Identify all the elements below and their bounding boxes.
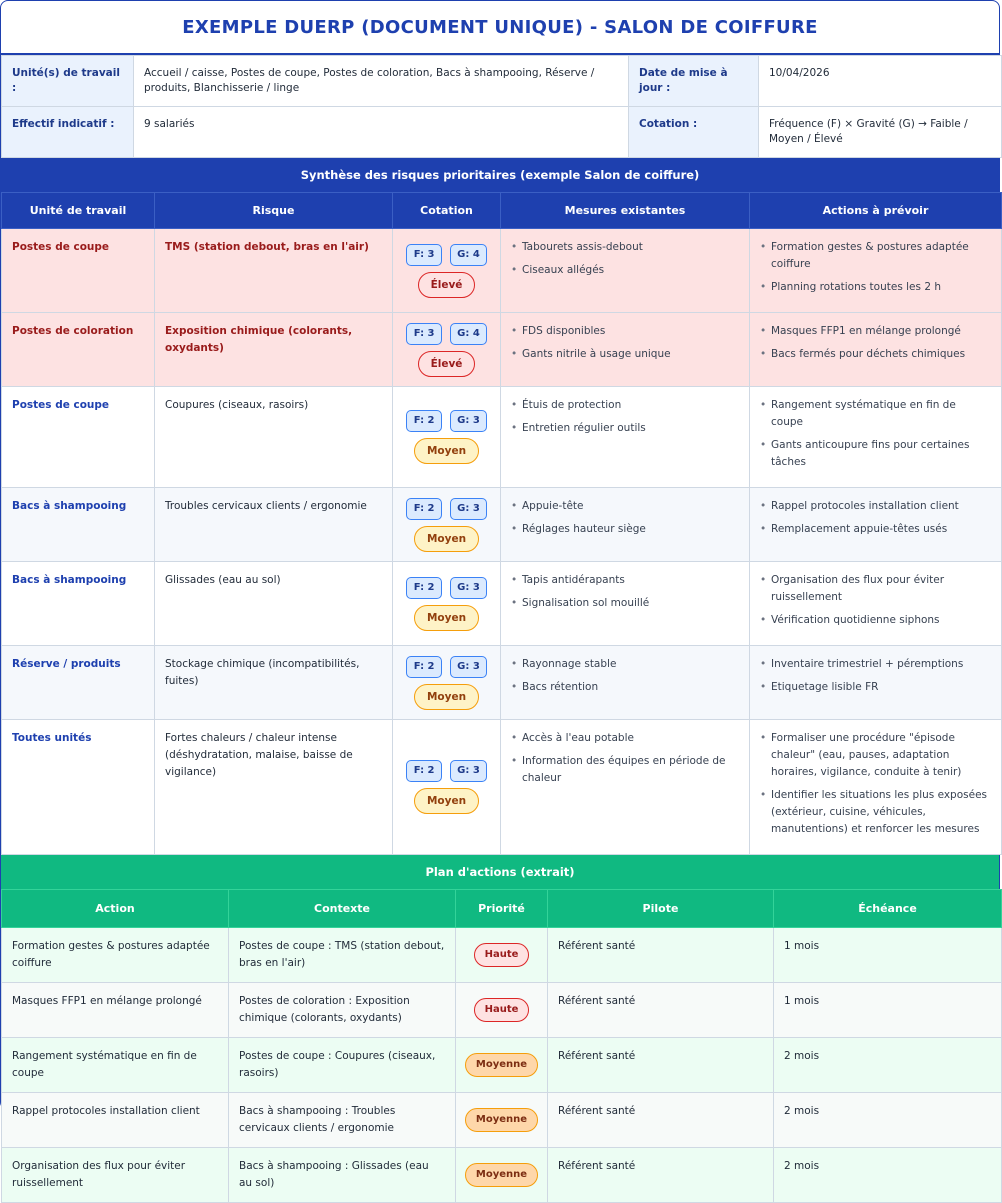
- plan-row: [2, 1038, 1002, 1093]
- risk-actions: [750, 562, 1002, 646]
- priority-badge: Moyenne: [465, 1108, 538, 1132]
- action-item: • Gants anticoupure fins pour certaines tâches: [760, 437, 991, 471]
- gravity-chip: G: 3: [450, 498, 487, 520]
- risk-row: [2, 313, 1002, 387]
- plan-pilote: Référent santé: [548, 1148, 774, 1203]
- risk-actions: [750, 229, 1002, 313]
- plan-contexte: Bacs à shampooing : Glissades (eau au sol): [229, 1148, 456, 1203]
- plan-echeance: 1 mois: [774, 928, 1002, 983]
- mesure-item: • Accès à l'eau potable: [511, 730, 739, 747]
- risk-level-badge: Élevé: [418, 272, 476, 298]
- plan-row: [2, 1148, 1002, 1203]
- risk-row: [2, 720, 1002, 855]
- plan-priorite: [456, 1148, 548, 1203]
- priority-badge: Haute: [474, 998, 530, 1022]
- risk-actions: [750, 313, 1002, 387]
- gravity-chip: G: 4: [450, 244, 487, 266]
- cotation-label: Cotation :: [629, 107, 759, 158]
- risk-row: [2, 646, 1002, 720]
- risk-unit: Toutes unités: [2, 720, 155, 855]
- risk-mesures: [501, 313, 750, 387]
- risk-mesures: [501, 387, 750, 488]
- action-item: • Organisation des flux pour éviter ruissellement: [760, 572, 991, 606]
- plan-contexte: Postes de coupe : TMS (station debout, bras en l'air): [229, 928, 456, 983]
- action-item: • Rangement systématique en fin de coupe: [760, 397, 991, 431]
- mesure-item: • Gants nitrile à usage unique: [511, 346, 739, 363]
- risk-mesures: [501, 646, 750, 720]
- action-item: • Bacs fermés pour déchets chimiques: [760, 346, 991, 363]
- effectif-label: Effectif indicatif :: [2, 107, 134, 158]
- risk-mesures: [501, 229, 750, 313]
- frequency-chip: F: 3: [406, 323, 442, 345]
- risk-cotation: [393, 562, 501, 646]
- gravity-chip: G: 4: [450, 323, 487, 345]
- risk-description: Stockage chimique (incompatibilités, fuites): [155, 646, 393, 720]
- units-value: Accueil / caisse, Postes de coupe, Postes de coloration, Bacs à shampooing, Réserve / produits, Blanchisserie / linge: [134, 56, 629, 107]
- risk-description: Fortes chaleurs / chaleur intense (déshydratation, malaise, baisse de vigilance): [155, 720, 393, 855]
- gravity-chip: G: 3: [450, 760, 487, 782]
- risk-actions: [750, 646, 1002, 720]
- plan-pilote: Référent santé: [548, 928, 774, 983]
- plan-row: [2, 1093, 1002, 1148]
- priority-badge: Moyenne: [465, 1053, 538, 1077]
- risk-cotation: [393, 488, 501, 562]
- action-item: • Remplacement appuie-têtes usés: [760, 521, 991, 538]
- risk-description: Glissades (eau au sol): [155, 562, 393, 646]
- risk-level-badge: Élevé: [418, 351, 476, 377]
- mesure-item: • Réglages hauteur siège: [511, 521, 739, 538]
- mesure-item: • Bacs rétention: [511, 679, 739, 696]
- action-item: • Planning rotations toutes les 2 h: [760, 279, 991, 296]
- risk-unit: Postes de coupe: [2, 387, 155, 488]
- plan-action: Formation gestes & postures adaptée coiffure: [2, 928, 229, 983]
- plan-echeance: 1 mois: [774, 983, 1002, 1038]
- plan-pilote: Référent santé: [548, 983, 774, 1038]
- risk-actions: [750, 488, 1002, 562]
- risk-description: Troubles cervicaux clients / ergonomie: [155, 488, 393, 562]
- plan-pilote: Référent santé: [548, 1093, 774, 1148]
- plan-header-action: Action: [2, 890, 229, 928]
- risk-header-cotation: Cotation: [393, 193, 501, 229]
- plan-contexte: Postes de coupe : Coupures (ciseaux, rasoirs): [229, 1038, 456, 1093]
- risk-row: [2, 229, 1002, 313]
- risk-actions: [750, 720, 1002, 855]
- risk-cotation: [393, 646, 501, 720]
- risk-cotation: [393, 229, 501, 313]
- risk-mesures: [501, 488, 750, 562]
- plan-echeance: 2 mois: [774, 1093, 1002, 1148]
- risk-level-badge: Moyen: [414, 438, 479, 464]
- plan-contexte: Postes de coloration : Exposition chimique (colorants, oxydants): [229, 983, 456, 1038]
- plan-title: Plan d'actions (extrait): [425, 865, 575, 879]
- risk-row: [2, 562, 1002, 646]
- mesure-item: • Rayonnage stable: [511, 656, 739, 673]
- action-item: • Identifier les situations les plus exposées (extérieur, cuisine, véhicules, manutentions) et renforcer les mesures: [760, 787, 991, 838]
- mesure-item: • Entretien régulier outils: [511, 420, 739, 437]
- risk-cotation: [393, 720, 501, 855]
- risk-unit: Postes de coloration: [2, 313, 155, 387]
- date-label: Date de mise à jour :: [629, 56, 759, 107]
- risk-header-mesures: Mesures existantes: [501, 193, 750, 229]
- plan-header-echeance: Échéance: [774, 890, 1002, 928]
- risk-level-badge: Moyen: [414, 526, 479, 552]
- risk-level-badge: Moyen: [414, 605, 479, 631]
- risk-header-actions: Actions à prévoir: [750, 193, 1002, 229]
- mesure-item: • FDS disponibles: [511, 323, 739, 340]
- risk-row: [2, 488, 1002, 562]
- plan-priorite: [456, 928, 548, 983]
- gravity-chip: G: 3: [450, 656, 487, 678]
- plan-contexte: Bacs à shampooing : Troubles cervicaux clients / ergonomie: [229, 1093, 456, 1148]
- plan-header-contexte: Contexte: [229, 890, 456, 928]
- action-item: • Formation gestes & postures adaptée coiffure: [760, 239, 991, 273]
- risk-table: [1, 192, 1002, 855]
- plan-priorite: [456, 983, 548, 1038]
- risk-unit: Postes de coupe: [2, 229, 155, 313]
- risk-description: TMS (station debout, bras en l'air): [155, 229, 393, 313]
- action-item: • Etiquetage lisible FR: [760, 679, 991, 696]
- frequency-chip: F: 2: [406, 760, 442, 782]
- action-plan-table: [1, 889, 1002, 1203]
- plan-header-pilote: Pilote: [548, 890, 774, 928]
- plan-priorite: [456, 1038, 548, 1093]
- plan-action: Organisation des flux pour éviter ruissellement: [2, 1148, 229, 1203]
- mesure-item: • Appuie-tête: [511, 498, 739, 515]
- plan-row: [2, 928, 1002, 983]
- risk-description: Coupures (ciseaux, rasoirs): [155, 387, 393, 488]
- mesure-item: • Ciseaux allégés: [511, 262, 739, 279]
- document-title: EXEMPLE DUERP (DOCUMENT UNIQUE) - SALON DE COIFFURE: [182, 16, 818, 38]
- risk-mesures: [501, 720, 750, 855]
- frequency-chip: F: 2: [406, 656, 442, 678]
- frequency-chip: F: 3: [406, 244, 442, 266]
- gravity-chip: G: 3: [450, 577, 487, 599]
- info-table: [1, 55, 1002, 158]
- plan-action: Masques FFP1 en mélange prolongé: [2, 983, 229, 1038]
- risk-header-risk: Risque: [155, 193, 393, 229]
- cotation-value: Fréquence (F) × Gravité (G) → Faible / Moyen / Élevé: [759, 107, 1002, 158]
- risk-description: Exposition chimique (colorants, oxydants): [155, 313, 393, 387]
- priority-badge: Haute: [474, 943, 530, 967]
- mesure-item: • Tabourets assis-debout: [511, 239, 739, 256]
- mesure-item: • Signalisation sol mouillé: [511, 595, 739, 612]
- mesure-item: • Étuis de protection: [511, 397, 739, 414]
- plan-echeance: 2 mois: [774, 1148, 1002, 1203]
- frequency-chip: F: 2: [406, 410, 442, 432]
- plan-header-row: [2, 890, 1002, 928]
- action-item: • Inventaire trimestriel + péremptions: [760, 656, 991, 673]
- date-value: 10/04/2026: [759, 56, 1002, 107]
- risk-actions: [750, 387, 1002, 488]
- action-item: • Masques FFP1 en mélange prolongé: [760, 323, 991, 340]
- plan-action: Rappel protocoles installation client: [2, 1093, 229, 1148]
- risk-level-badge: Moyen: [414, 788, 479, 814]
- frequency-chip: F: 2: [406, 577, 442, 599]
- risk-row: [2, 387, 1002, 488]
- mesure-item: • Tapis antidérapants: [511, 572, 739, 589]
- frequency-chip: F: 2: [406, 498, 442, 520]
- plan-priorite: [456, 1093, 548, 1148]
- risk-mesures: [501, 562, 750, 646]
- mesure-item: • Information des équipes en période de chaleur: [511, 753, 739, 787]
- effectif-value: 9 salariés: [134, 107, 629, 158]
- units-label: Unité(s) de travail :: [2, 56, 134, 107]
- action-item: • Rappel protocoles installation client: [760, 498, 991, 515]
- risk-cotation: [393, 387, 501, 488]
- plan-band: [1, 855, 999, 889]
- plan-header-priorite: Priorité: [456, 890, 548, 928]
- action-item: • Vérification quotidienne siphons: [760, 612, 991, 629]
- gravity-chip: G: 3: [450, 410, 487, 432]
- plan-action: Rangement systématique en fin de coupe: [2, 1038, 229, 1093]
- action-item: • Formaliser une procédure "épisode chaleur" (eau, pauses, adaptation horaires, vigilance, conduite à tenir): [760, 730, 991, 781]
- risk-unit: Bacs à shampooing: [2, 488, 155, 562]
- plan-row: [2, 983, 1002, 1038]
- priority-badge: Moyenne: [465, 1163, 538, 1187]
- plan-echeance: 2 mois: [774, 1038, 1002, 1093]
- document-header: [1, 1, 999, 55]
- synthese-band: [1, 158, 999, 192]
- risk-header-unit: Unité de travail: [2, 193, 155, 229]
- synthese-title: Synthèse des risques prioritaires (exemple Salon de coiffure): [300, 168, 700, 182]
- risk-level-badge: Moyen: [414, 684, 479, 710]
- risk-cotation: [393, 313, 501, 387]
- risk-unit: Bacs à shampooing: [2, 562, 155, 646]
- plan-pilote: Référent santé: [548, 1038, 774, 1093]
- risk-header-row: [2, 193, 1002, 229]
- risk-unit: Réserve / produits: [2, 646, 155, 720]
